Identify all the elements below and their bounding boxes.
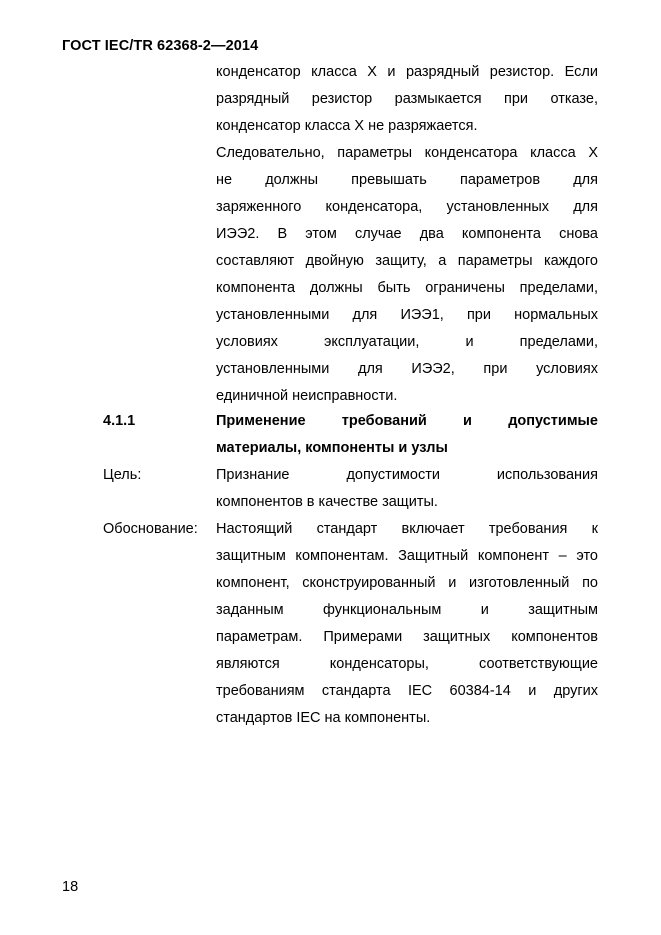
rationale-line: стандартов IEC на компоненты.	[216, 710, 431, 726]
page-number: 18	[62, 879, 79, 895]
intro-line: конденсатор класса X и разрядный резистор. Если	[216, 64, 598, 80]
document-header: ГОСТ IEC/TR 62368-2—2014	[62, 38, 259, 54]
rationale-line: требованиям стандарта IEC 60384-14 и других	[216, 683, 598, 699]
section-title-line: Применение требований и допустимые	[216, 413, 598, 429]
rationale-line: являются конденсаторы, соответствующие	[216, 656, 598, 672]
section-number: 4.1.1	[103, 413, 136, 429]
paragraph-line: не должны превышать параметров для	[216, 172, 598, 188]
paragraph-line: установленными для ИЭЭ1, при нормальных	[216, 307, 598, 323]
paragraph-line: компонента должны быть ограничены пределами,	[216, 280, 598, 296]
rationale-label: Обоснование:	[103, 521, 198, 537]
goal-line: Признание допустимости использования	[216, 467, 598, 483]
rationale-line: Настоящий стандарт включает требования к	[216, 521, 598, 537]
paragraph-line: условиях эксплуатации, и пределами,	[216, 334, 598, 350]
paragraph-line: единичной неисправности.	[216, 388, 398, 404]
paragraph-line: установленными для ИЭЭ2, при условиях	[216, 361, 598, 377]
rationale-line: компонент, сконструированный и изготовленный по	[216, 575, 598, 591]
goal-line: компонентов в качестве защиты.	[216, 494, 438, 510]
section-title-line: материалы, компоненты и узлы	[216, 440, 448, 456]
rationale-line: параметрам. Примерами защитных компонентов	[216, 629, 598, 645]
intro-line: разрядный резистор размыкается при отказе,	[216, 91, 598, 107]
paragraph-line: Следовательно, параметры конденсатора класса X	[216, 145, 598, 161]
paragraph-line: составляют двойную защиту, а параметры каждого	[216, 253, 598, 269]
paragraph-line: заряженного конденсатора, установленных для	[216, 199, 598, 215]
goal-label: Цель:	[103, 467, 142, 483]
rationale-line: защитным компонентам. Защитный компонент – это	[216, 548, 598, 564]
paragraph-line: ИЭЭ2. В этом случае два компонента снова	[216, 226, 598, 242]
intro-line: конденсатор класса X не разряжается.	[216, 118, 478, 134]
rationale-line: заданным функциональным и защитным	[216, 602, 598, 618]
